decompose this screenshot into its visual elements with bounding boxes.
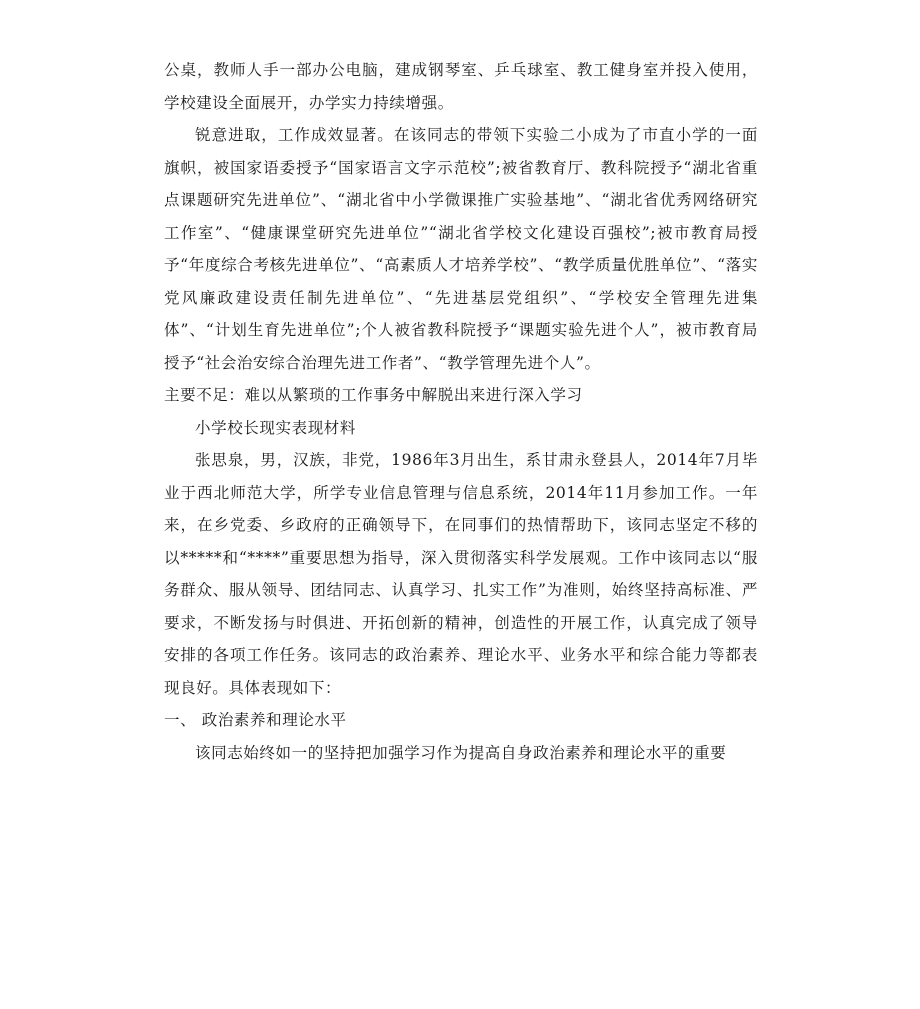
paragraph-achievements: 锐意进取，工作成效显著。在该同志的带领下实验二小成为了市直小学的一面旗帜，被国家语委授予“国家语言文字示范校”;被省教育厅、教科院授予“湖北省重点课题研究先进单位”、“湖北省中小学微课推广实验基地”、“湖北省优秀网络研究工作室”、“健康课堂研究先进单位”“湖北省学校文化建设百强校”;被市教育局授予“年度综合考核先进单位”、“高素质人才培养学校”、“教学质量优胜单位”、“落实党风廉政建设责任制先进单位”、“先进基层党组织”、“学校安全管理先进集体”、“计划生育先进单位”;个人被省教科院授予“课题实验先进个人”，被市教育局授予“社会治安综合治理先进工作者”、“教学管理先进个人”。 bbox=[164, 126, 758, 372]
paragraph-political-study: 该同志始终如一的坚持把加强学习作为提高自身政治素养和理论水平的重要 bbox=[195, 743, 727, 762]
document-title: 小学校长现实表现材料 bbox=[195, 418, 357, 437]
paragraph-school-construction: 公桌，教师人手一部办公电脑，建成钢琴室、乒乓球室、教工健身室并投入使用，学校建设全面展开，办学实力持续增强。 bbox=[164, 61, 758, 112]
section-heading-political-quality: 一、 政治素养和理论水平 bbox=[164, 711, 347, 729]
paragraph-shortcomings: 主要不足：难以从繁琐的工作事务中解脱出来进行深入学习 bbox=[164, 386, 583, 404]
document-body bbox=[164, 54, 758, 769]
paragraph-profile: 张思泉，男，汉族，非党，1986年3月出生，系甘肃永登县人，2014年7月毕业于西北师范大学，所学专业信息管理与信息系统，2014年11月参加工作。一年来，在乡党委、乡政府的正确领导下，在同事们的热情帮助下，该同志坚定不移的以*****和“****”重要思想为指导，深入贯彻落实科学发展观。工作中该同志以“服务群众、服从领导、团结同志、认真学习、扎实工作”为准则，始终坚持高标准、严要求，不断发扬与时俱进、开拓创新的精神，创造性的开展工作，认真完成了领导安排的各项工作任务。该同志的政治素养、理论水平、业务水平和综合能力等都表现良好。具体表现如下： bbox=[164, 451, 758, 697]
